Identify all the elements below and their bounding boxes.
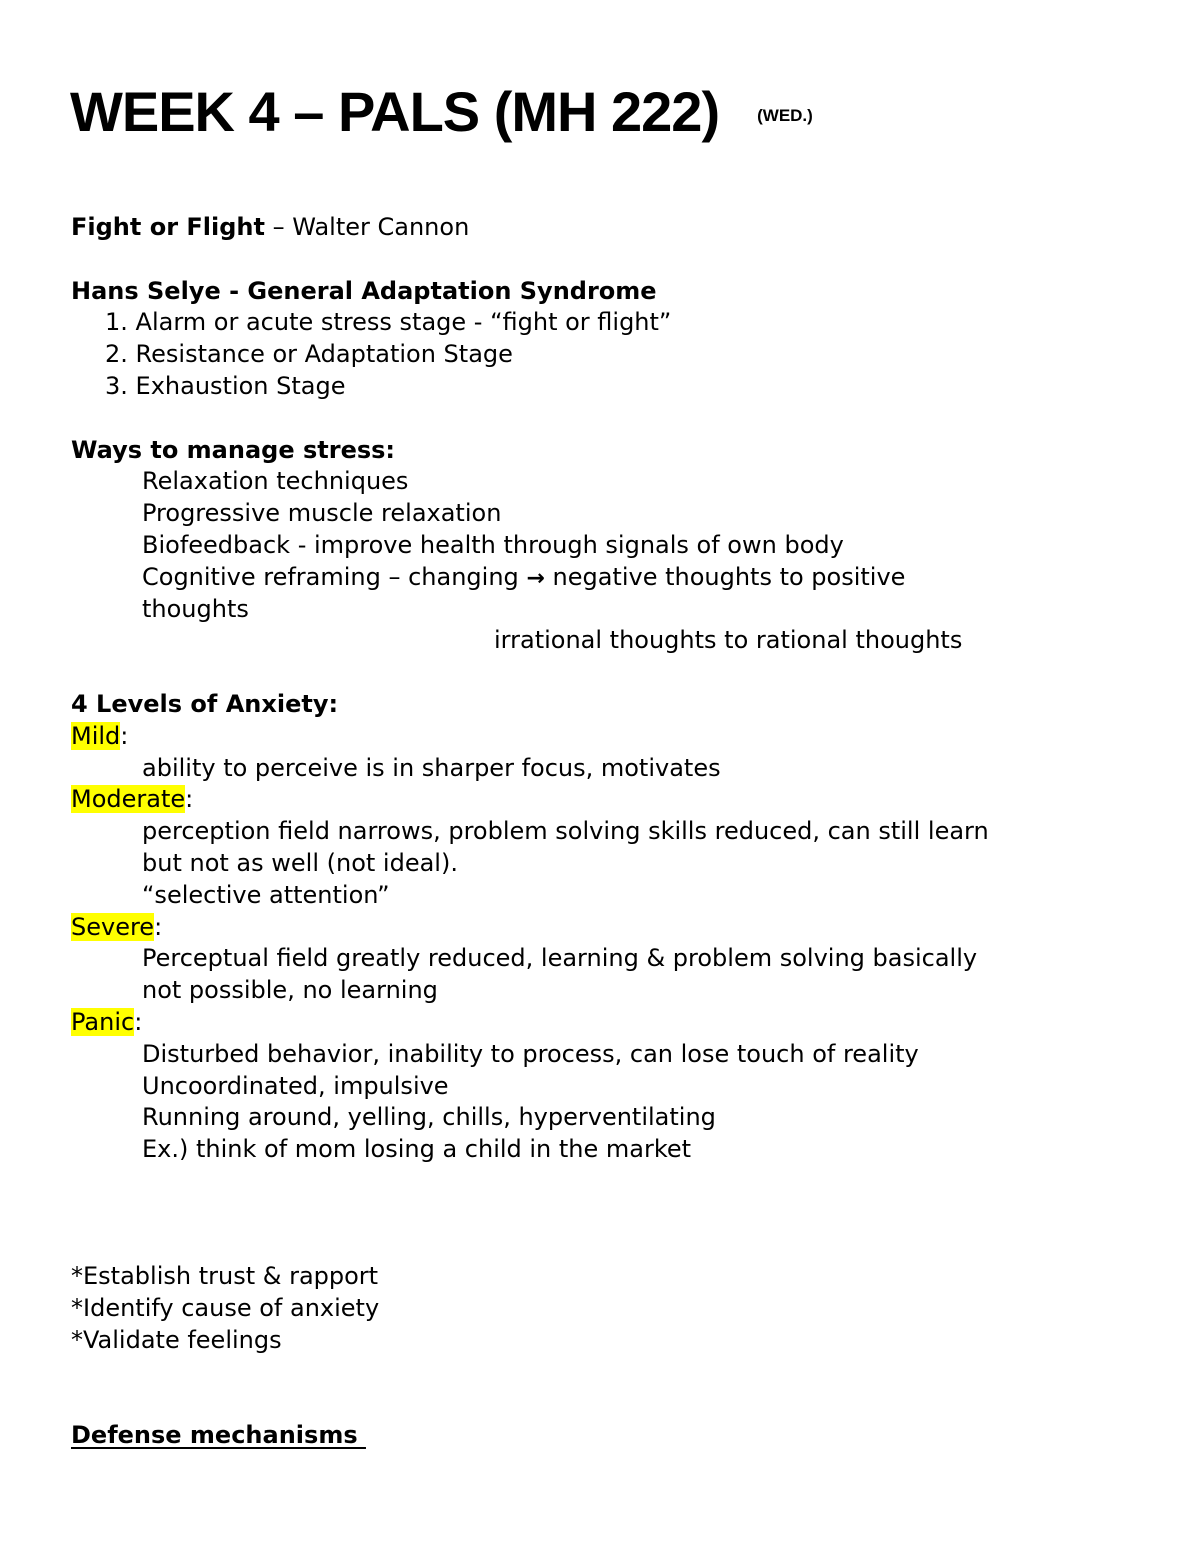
mild-desc-1: ability to perceive is in sharper focus, motivates <box>142 753 721 782</box>
manage-item-relaxation: Relaxation techniques <box>142 467 409 496</box>
manage-item-muscle: Progressive muscle relaxation <box>142 499 502 528</box>
moderate-desc-2: but not as well (not ideal). <box>142 848 458 877</box>
defense-heading-line <box>71 1420 1151 1452</box>
page-subtitle: (WED.) <box>757 106 813 125</box>
fight-flight-label: Fight or Flight <box>71 213 265 241</box>
intervention-validate: *Validate feelings <box>71 1325 282 1354</box>
intervention-trust: *Establish trust & rapport <box>71 1262 379 1291</box>
anxiety-level-moderate <box>71 784 1151 816</box>
manage-stress-heading: Ways to manage stress: <box>71 435 396 464</box>
panic-desc-2: Uncoordinated, impulsive <box>142 1071 449 1100</box>
mild-label: Mild <box>71 721 121 750</box>
gas-stage-3: 3. Exhaustion Stage <box>105 371 346 400</box>
anxiety-level-panic <box>71 1007 1151 1039</box>
moderate-colon: : <box>185 785 194 814</box>
fight-flight-line <box>71 212 1151 244</box>
document-body <box>71 212 1151 1452</box>
reframing-text-a: Cognitive reframing – changing <box>142 562 527 591</box>
moderate-desc-1: perception field narrows, problem solving skills reduced, can still learn <box>142 817 989 846</box>
gas-stage-2: 2. Resistance or Adaptation Stage <box>105 340 513 369</box>
fight-flight-separator: – <box>264 213 293 241</box>
anxiety-level-mild <box>71 721 1151 753</box>
manage-item-reframing <box>71 562 1151 594</box>
severe-colon: : <box>154 912 163 941</box>
reframing-continuation: thoughts <box>142 594 249 623</box>
gas-stage-1: 1. Alarm or acute stress stage - “fight or flight” <box>105 308 672 337</box>
mild-colon: : <box>120 721 129 750</box>
reframing-text-b: negative thoughts to positive <box>544 562 906 591</box>
panic-desc-1: Disturbed behavior, inability to process, can lose touch of reality <box>142 1039 919 1068</box>
page-title: WEEK 4 – PALS (MH 222) <box>70 80 720 143</box>
panic-desc-4: Ex.) think of mom losing a child in the market <box>142 1135 692 1164</box>
anxiety-heading: 4 Levels of Anxiety: <box>71 689 339 718</box>
defense-heading: Defense mechanisms <box>71 1421 366 1450</box>
gas-heading: Hans Selye - General Adaptation Syndrome <box>71 276 657 305</box>
severe-label: Severe <box>71 912 155 941</box>
arrow-right-icon: → <box>526 565 545 591</box>
moderate-label: Moderate <box>71 785 186 814</box>
reframing-irrational: irrational thoughts to rational thoughts <box>494 626 963 655</box>
panic-colon: : <box>134 1007 143 1036</box>
panic-desc-3: Running around, yelling, chills, hyperventilating <box>142 1103 716 1132</box>
intervention-cause: *Identify cause of anxiety <box>71 1294 380 1323</box>
manage-item-biofeedback: Biofeedback - improve health through signals of own body <box>142 530 844 559</box>
severe-desc-1: Perceptual field greatly reduced, learning & problem solving basically <box>142 944 978 973</box>
anxiety-level-severe <box>71 912 1151 944</box>
severe-desc-2: not possible, no learning <box>142 976 438 1005</box>
title-row <box>70 80 813 143</box>
fight-flight-person: Walter Cannon <box>292 213 470 241</box>
panic-label: Panic <box>71 1007 135 1036</box>
moderate-desc-3: “selective attention” <box>142 880 390 909</box>
